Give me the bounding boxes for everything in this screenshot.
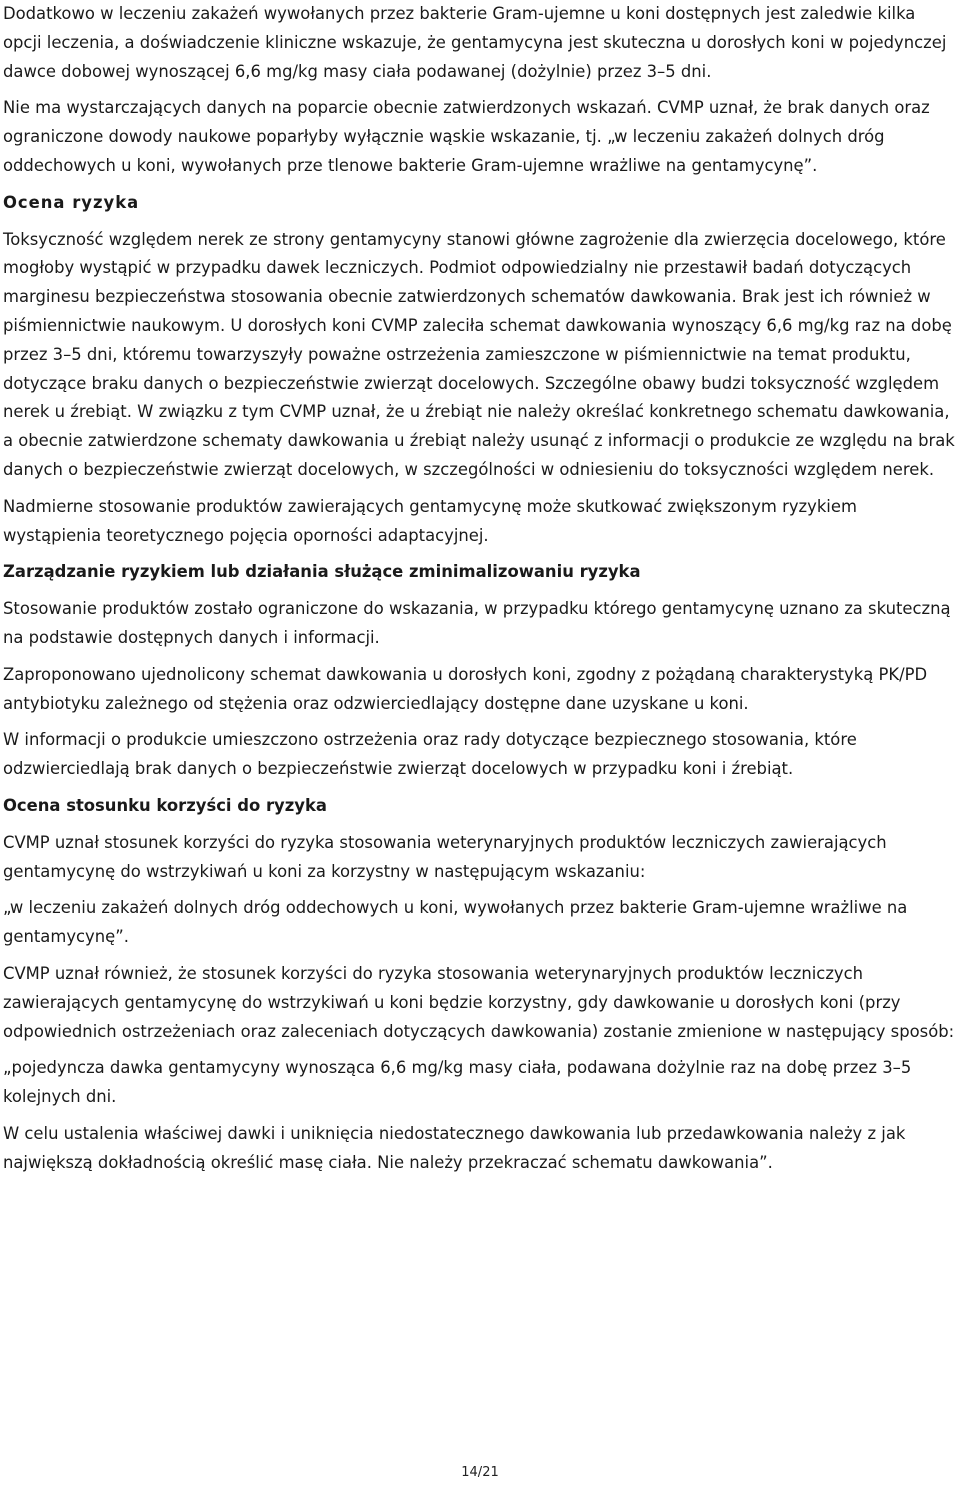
section-heading-risk-assessment: Ocena ryzyka <box>3 192 140 212</box>
benefit-paragraph: W celu ustalenia właściwej dawki i uniknięcia niedostatecznego dawkowania lub przedawkowania należy z jak największą dokładnością określić masę ciała. Nie należy przekraczać schematu dawkowania”. <box>3 1123 906 1172</box>
benefit-quote: „pojedyncza dawka gentamycyny wynosząca 6,6 mg/kg masy ciała, podawana dożylnie raz na dobę przez 3–5 kolejnych dni. <box>3 1058 912 1107</box>
risk-paragraph: Toksyczność względem nerek ze strony gentamycyny stanowi główne zagrożenie dla zwierzęcia docelowego, które mogłoby wystąpić w przypadku dawek leczniczych. Podmiot odpowiedzialny nie przestawił badań dotyczących marginesu bezpieczeństwa stosowania obecnie zatwierdzonych schematów dawkowania. Brak jest ich również w piśmiennictwie naukowym. U dorosłych koni CVMP zaleciła schemat dawkowania wynoszący 6,6 mg/kg raz na dobę przez 3–5 dni, któremu towarzyszyły poważne ostrzeżenia zamieszczone w piśmiennictwie na temat produktu, dotyczące braku danych o bezpieczeństwie zwierząt docelowych. Szczególne obawy budzi toksyczność względem nerek u źrebiąt. W związku z tym CVMP uznał, że u źrebiąt nie należy określać konkretnego schematu dawkowania, a obecnie zatwierdzone schematy dawkowania u źrebiąt należy usunąć z informacji o produkcie ze względu na brak danych o bezpieczeństwie zwierząt docelowych, w szczególności w odniesieniu do toksyczności względem nerek. <box>3 229 955 479</box>
resistance-paragraph: Nadmierne stosowanie produktów zawierających gentamycynę może skutkować zwiększonym ryzykiem wystąpienia teoretycznego pojęcia oporności adaptacyjnej. <box>3 496 857 545</box>
management-paragraph: W informacji o produkcie umieszczono ostrzeżenia oraz rady dotyczące bezpiecznego stosowania, które odzwierciedlają brak danych o bezpieczeństwie zwierząt docelowych w przypadku koni i źrebiąt. <box>3 730 857 779</box>
document-page <box>3 0 957 1185</box>
intro-paragraph: Nie ma wystarczających danych na poparcie obecnie zatwierdzonych wskazań. CVMP uznał, że brak danych oraz ograniczone dowody naukowe poparłyby wyłącznie wąskie wskazanie, tj. „w leczeniu zakażeń dolnych dróg oddechowych u koni, wywołanych prze tlenowe bakterie Gram-ujemne wrażliwe na gentamycynę”. <box>3 98 930 175</box>
section-heading-risk-management: Zarządzanie ryzykiem lub działania służące zminimalizowaniu ryzyka <box>3 562 641 582</box>
benefit-paragraph: CVMP uznał stosunek korzyści do ryzyka stosowania weterynaryjnych produktów leczniczych zawierających gentamycynę do wstrzykiwań u koni za korzystny w następującym wskazaniu: <box>3 832 887 881</box>
intro-paragraph: Dodatkowo w leczeniu zakażeń wywołanych przez bakterie Gram-ujemne u koni dostępnych jest zaledwie kilka opcji leczenia, a doświadczenie kliniczne wskazuje, że gentamycyna jest skuteczna u dorosłych koni w pojedynczej dawce dobowej wynoszącej 6,6 mg/kg masy ciała podawanej (dożylnie) przez 3–5 dni. <box>3 4 947 81</box>
page-number: 14/21 <box>461 1465 499 1480</box>
management-paragraph: Zaproponowano ujednolicony schemat dawkowania u dorosłych koni, zgodny z pożądaną charakterystyką PK/PD antybiotyku zależnego od stężenia oraz odzwierciedlający dostępne dane uzyskane u koni. <box>3 664 928 713</box>
benefit-paragraph: CVMP uznał również, że stosunek korzyści do ryzyka stosowania weterynaryjnych produktów leczniczych zawierających gentamycynę do wstrzykiwań u koni będzie korzystny, gdy dawkowanie u dorosłych koni (przy odpowiednich ostrzeżeniach oraz zaleceniach dotyczących dawkowania) zostanie zmienione w następujący sposób: <box>3 963 955 1041</box>
benefit-quote: „w leczeniu zakażeń dolnych dróg oddechowych u koni, wywołanych przez bakterie Gram-ujemne wrażliwe na gentamycynę”. <box>3 898 908 947</box>
section-heading-benefit-risk: Ocena stosunku korzyści do ryzyka <box>3 795 327 815</box>
management-paragraph: Stosowanie produktów zostało ograniczone do wskazania, w przypadku którego gentamycynę uznano za skuteczną na podstawie dostępnych danych i informacji. <box>3 599 951 647</box>
